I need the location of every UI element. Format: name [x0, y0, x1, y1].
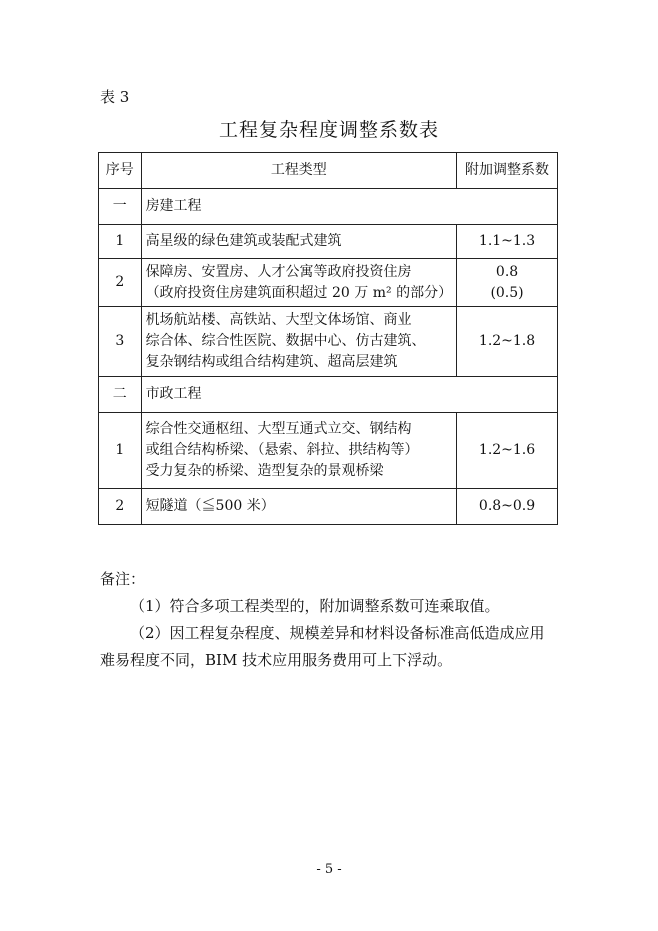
table-row — [99, 259, 558, 307]
row-coef — [457, 259, 558, 307]
header-coef: 附加调整系数 — [457, 153, 558, 189]
row-coef — [457, 225, 558, 259]
row-type — [141, 413, 457, 489]
notes — [100, 566, 562, 674]
page-number: - 5 - — [316, 862, 342, 877]
table-label: 表 3 — [100, 88, 130, 106]
coefficient-table — [98, 152, 558, 525]
table-title: 工程复杂程度调整系数表 — [218, 119, 439, 141]
header-type: 工程类型 — [141, 153, 457, 189]
row-coef — [457, 307, 558, 377]
row-coef — [457, 413, 558, 489]
row-type-line: （政府投资住房建筑面积超过 20 万 m² 的部分） — [145, 284, 453, 301]
row-type-line: 受力复杂的桥梁、造型复杂的景观桥梁 — [145, 463, 384, 479]
section-name: 市政工程 — [141, 377, 557, 413]
row-type-line: 综合体、综合性医院、数据中心、仿古建筑、 — [145, 333, 426, 349]
section-row — [99, 189, 558, 225]
table-row — [99, 307, 558, 377]
row-seq: 2 — [99, 489, 142, 525]
table-row — [99, 413, 558, 489]
table-row — [99, 225, 558, 259]
row-seq: 1 — [99, 225, 142, 259]
row-coef-value: 0.8 — [495, 263, 519, 280]
row-coef-value: 0.8~0.9 — [478, 498, 536, 514]
row-coef-value: (0.5) — [490, 284, 524, 301]
note-item-continued: 难易程度不同，BIM 技术应用服务费用可上下浮动。 — [100, 651, 453, 669]
row-type — [141, 307, 457, 377]
row-type-line: 短隧道（≦500 米） — [145, 498, 275, 514]
section-name: 房建工程 — [141, 189, 557, 225]
section-row — [99, 377, 558, 413]
row-type-line: 或组合结构桥梁、（悬索、斜拉、拱结构等） — [145, 442, 419, 458]
table-row — [99, 489, 558, 525]
header-seq: 序号 — [99, 153, 142, 189]
row-type-line: 高星级的绿色建筑或装配式建筑 — [145, 233, 342, 249]
row-seq: 2 — [99, 259, 142, 307]
table-header-row — [99, 153, 558, 189]
row-type — [141, 225, 457, 259]
note-item: （1）符合多项工程类型的，附加调整系数可连乘取值。 — [130, 597, 500, 615]
row-seq: 3 — [99, 307, 142, 377]
notes-heading: 备注： — [100, 570, 146, 588]
row-type-line: 保障房、安置房、人才公寓等政府投资住房 — [145, 263, 412, 280]
row-type-line: 综合性交通枢纽、大型互通式立交、钢结构 — [145, 421, 412, 437]
row-type-line: 复杂钢结构或组合结构建筑、超高层建筑 — [145, 354, 398, 370]
row-coef-value: 1.2~1.6 — [478, 442, 536, 458]
row-type — [141, 489, 457, 525]
row-coef-value: 1.1~1.3 — [478, 233, 536, 249]
section-seq: 二 — [99, 377, 142, 413]
row-type-line: 机场航站楼、高铁站、大型文体场馆、商业 — [145, 312, 412, 328]
row-seq: 1 — [99, 413, 142, 489]
row-type — [141, 259, 457, 307]
section-seq: 一 — [99, 189, 142, 225]
row-coef — [457, 489, 558, 525]
row-coef-value: 1.2~1.8 — [478, 333, 536, 349]
note-item: （2）因工程复杂程度、规模差异和材料设备标准高低造成应用 — [130, 624, 545, 642]
